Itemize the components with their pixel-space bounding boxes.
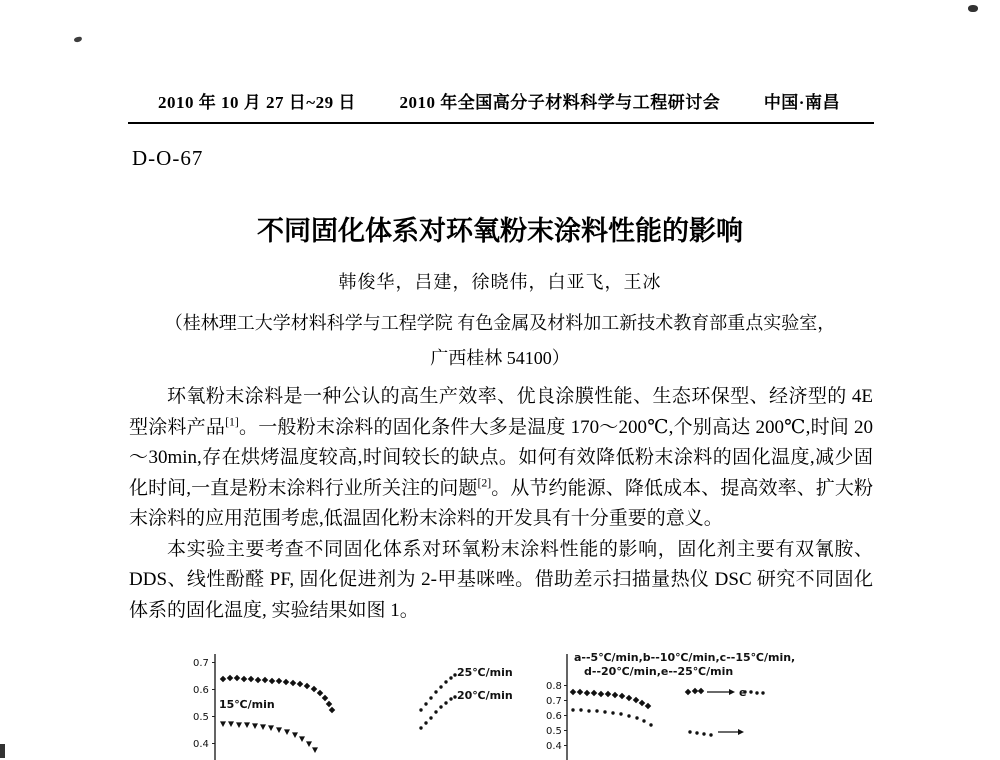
svg-text:25℃/min: 25℃/min	[457, 666, 513, 679]
header-date: 2010 年 10 月 27 日~29 日	[158, 93, 356, 112]
paragraph-1-text: 。从节约能源、降低成本、提高效率、扩大粉末涂料的应用范围考虑,低温固化粉末涂料的开发具有十分重要的意义。	[129, 477, 873, 529]
svg-text:0.8: 0.8	[546, 681, 562, 692]
dsc-chart-left	[183, 648, 518, 760]
svg-text:15℃/min: 15℃/min	[219, 698, 275, 711]
svg-text:20℃/min: 20℃/min	[457, 689, 513, 702]
svg-text:0.6: 0.6	[193, 685, 209, 696]
conference-header	[128, 88, 874, 124]
svg-text:d--20℃/min,e--25℃/min: d--20℃/min,e--25℃/min	[584, 665, 734, 678]
scan-artifact	[74, 36, 83, 43]
paper-title: 不同固化体系对环氧粉末涂料性能的影响	[257, 216, 743, 246]
svg-text:0.7: 0.7	[546, 696, 562, 707]
paragraph-1-text: 环氧粉末涂料是一种公认的高生产效率、优良涂膜性能、生态环保型、经济型的 4E 型涂料产品	[129, 386, 873, 438]
affiliation-line-1: （桂林理工大学材料科学与工程学院 有色金属及材料加工新技术教育部重点实验室，	[164, 313, 836, 333]
paragraph-2: 本实验主要考查不同固化体系对环氧粉末涂料性能的影响，固化剂主要有双氰胺、DDS、线性酚醛 PF, 固化促进剂为 2-甲基咪唑。借助差示扫描量热仪 DSC 研究不同固化体系的固化温度, 实验结果如图 1。	[129, 538, 873, 621]
body-text	[129, 382, 873, 626]
svg-text:a--5℃/min,b--10℃/min,c--15℃/mi: a--5℃/min,b--10℃/min,c--15℃/min,	[574, 651, 796, 664]
paper-id: D-O-67	[132, 146, 204, 170]
svg-text:e: e	[739, 686, 747, 699]
svg-text:0.5: 0.5	[193, 712, 209, 723]
dsc-chart-right	[540, 648, 875, 760]
svg-text:0.7: 0.7	[193, 658, 209, 669]
paragraph-1	[129, 382, 873, 535]
header-location: 中国·南昌	[763, 93, 840, 112]
citation-ref-2: [2]	[477, 476, 492, 490]
svg-text:0.6: 0.6	[546, 711, 562, 722]
header-conference-name: 2010 年全国高分子材料科学与工程研讨会	[399, 93, 721, 112]
scan-artifact	[968, 5, 978, 12]
authors-line: 韩俊华，吕建，徐晓伟，白亚飞，王冰	[338, 272, 662, 292]
affiliation-line-2: 广西桂林 54100）	[430, 348, 570, 368]
citation-ref-1: [1]	[225, 415, 239, 429]
svg-text:0.4: 0.4	[546, 741, 562, 752]
svg-text:0.4: 0.4	[193, 739, 209, 750]
svg-text:0.5: 0.5	[546, 726, 562, 737]
affiliation	[0, 306, 1000, 376]
figure-1-dsc-curves	[0, 648, 1000, 760]
paragraph-1-text: 。一般粉末涂料的固化条件大多是温度 170～200℃,个别高达 200℃,时间 20～30min,存在烘烤温度较高,时间较长的缺点。如何有效降低粉末涂料的固化温度,减少固化时间,一直是粉末涂料行业所关注的问题	[129, 416, 873, 499]
